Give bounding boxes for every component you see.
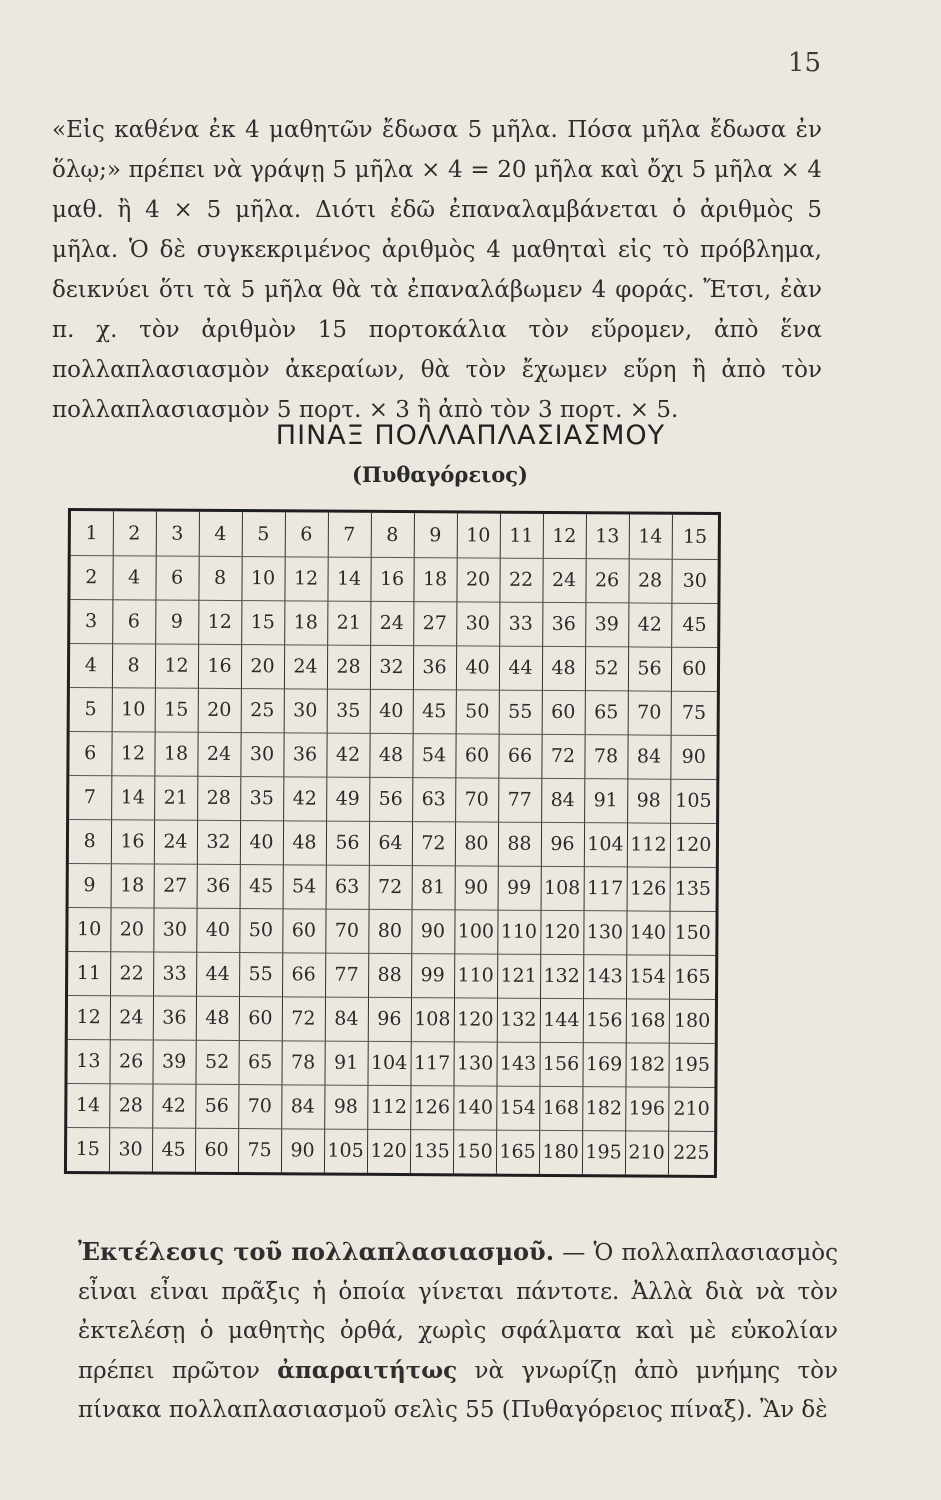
table-cell: 98 xyxy=(324,1085,367,1129)
table-cell: 104 xyxy=(367,1041,410,1085)
table-cell: 182 xyxy=(582,1086,625,1130)
table-cell: 4 xyxy=(70,643,112,687)
table-row xyxy=(67,1039,714,1087)
table-row xyxy=(68,951,715,999)
table-cell: 75 xyxy=(671,691,717,735)
table-cell: 168 xyxy=(626,998,669,1042)
table-cell: 11 xyxy=(500,514,543,558)
page-number: 15 xyxy=(787,48,821,78)
table-cell: 120 xyxy=(367,1129,410,1173)
table-cell: 150 xyxy=(669,911,715,955)
table-cell: 4 xyxy=(199,512,242,556)
table-cell: 24 xyxy=(370,601,413,645)
table-cell: 84 xyxy=(325,997,368,1041)
table-cell: 135 xyxy=(410,1129,453,1173)
table-row xyxy=(69,775,716,823)
table-cell: 210 xyxy=(668,1087,714,1131)
table-row xyxy=(70,555,717,603)
table-cell: 88 xyxy=(368,953,411,997)
table-cell: 50 xyxy=(456,689,499,733)
table-cell: 12 xyxy=(155,644,198,688)
table-cell: 195 xyxy=(582,1130,625,1174)
table-cell: 91 xyxy=(584,778,627,822)
table-cell: 10 xyxy=(68,907,110,951)
table-cell: 168 xyxy=(539,1086,582,1130)
table-cell: 78 xyxy=(281,1040,324,1084)
table-cell: 72 xyxy=(412,821,455,865)
table-cell: 70 xyxy=(455,777,498,821)
table-cell: 16 xyxy=(111,819,154,863)
table-cell: 48 xyxy=(196,996,239,1040)
table-cell: 6 xyxy=(112,599,155,643)
table-cell: 156 xyxy=(583,998,626,1042)
table-cell: 25 xyxy=(241,688,284,732)
table-row xyxy=(70,687,717,735)
table-row xyxy=(70,643,717,691)
table-cell: 35 xyxy=(240,776,283,820)
table-cell: 90 xyxy=(411,909,454,953)
table-cell: 42 xyxy=(628,602,671,646)
table-cell: 36 xyxy=(542,602,585,646)
table-cell: 72 xyxy=(541,734,584,778)
table-cell: 42 xyxy=(152,1084,195,1128)
table-cell: 225 xyxy=(673,1141,710,1165)
table-cell: 1 xyxy=(71,511,113,555)
table-subtitle: (Πυθαγόρειος) xyxy=(352,462,528,487)
table-cell: 196 xyxy=(625,1086,668,1130)
table-cell: 18 xyxy=(284,600,327,644)
table-cell: 105 xyxy=(324,1129,367,1173)
table-cell: 54 xyxy=(412,733,455,777)
table-cell: 12 xyxy=(284,556,327,600)
table-cell: 60 xyxy=(239,996,282,1040)
table-cell: 28 xyxy=(197,776,240,820)
table-cell: 14 xyxy=(629,514,672,558)
table-cell: 27 xyxy=(154,864,197,908)
table-cell: 50 xyxy=(239,908,282,952)
table-cell: 44 xyxy=(499,646,542,690)
table-cell: 52 xyxy=(195,1040,238,1084)
table-cell: 108 xyxy=(411,997,454,1041)
table-cell: 143 xyxy=(583,954,626,998)
table-cell: 56 xyxy=(628,646,671,690)
table-cell: 28 xyxy=(628,558,671,602)
table-cell: 45 xyxy=(671,603,717,647)
table-cell: 14 xyxy=(67,1083,109,1127)
table-cell: 5 xyxy=(242,512,285,556)
table-cell: 126 xyxy=(627,866,670,910)
table-cell: 65 xyxy=(238,1040,281,1084)
table-cell: 56 xyxy=(369,777,412,821)
table-cell: 182 xyxy=(625,1042,668,1086)
table-cell: 20 xyxy=(241,644,284,688)
table-cell: 20 xyxy=(198,688,241,732)
table-cell: 21 xyxy=(327,601,370,645)
table-cell: 154 xyxy=(626,954,669,998)
table-cell: 10 xyxy=(241,556,284,600)
table-cell: 2 xyxy=(70,555,112,599)
table-cell: 39 xyxy=(152,1040,195,1084)
table-cell: 60 xyxy=(455,733,498,777)
table-cell: 180 xyxy=(539,1130,582,1174)
table-cell: 18 xyxy=(413,557,456,601)
table-cell: 117 xyxy=(410,1041,453,1085)
table-cell: 40 xyxy=(370,689,413,733)
table-cell: 8 xyxy=(198,556,241,600)
table-cell: 121 xyxy=(497,954,540,998)
table-cell: 165 xyxy=(496,1130,539,1174)
table-cell: 78 xyxy=(584,734,627,778)
table-cell: 40 xyxy=(196,908,239,952)
table-row xyxy=(68,907,715,955)
table-cell: 10 xyxy=(112,687,155,731)
table-cell: 112 xyxy=(627,822,670,866)
table-cell: 9 xyxy=(69,863,111,907)
table-cell: 165 xyxy=(669,955,715,999)
table-cell: 10 xyxy=(457,513,500,557)
table-cell: 40 xyxy=(240,820,283,864)
intro-paragraph: «Εἰς καθένα ἐκ 4 μαθητῶν ἔδωσα 5 μῆλα. Πόσα μῆλα ἔδωσα ἐν ὅλῳ;» πρέπει νὰ γράψῃ 5 μῆλα × 4 = 20 μῆλα καὶ ὄχι 5 μῆλα × 4 μαθ. ἢ 4 × 5 μῆλα. Διότι ἐδῶ ἐπαναλαμβάνεται ὁ ἀριθμὸς 5 μῆλα. Ὁ δὲ συγκεκριμένος ἀριθμὸς 4 μαθηταὶ εἰς τὸ πρόβλημα, δεικνύει ὅτι τὰ 5 μῆλα θὰ τὰ ἐπαναλάβωμεν 4 φοράς. Ἔτσι, ἐὰν π. χ. τὸν ἀριθμὸν 15 πορτοκάλια τὸν εὕρομεν, ἀπὸ ἕνα πολλαπλασιασμὸν ἀκεραίων, θὰ τὸν ἔχωμεν εὕρη ἢ ἀπὸ τὸν πολλαπλασιασμὸν 5 πορτ. × 3 ἢ ἀπὸ τὸν 3 πορτ. × 5. xyxy=(52,117,822,423)
table-cell: 44 xyxy=(196,952,239,996)
table-cell: 112 xyxy=(367,1085,410,1129)
table-cell: 90 xyxy=(455,865,498,909)
table-cell: 48 xyxy=(283,820,326,864)
table-cell: 36 xyxy=(413,645,456,689)
table-row xyxy=(69,863,716,911)
section-emphasis: ἀπαραιτήτως xyxy=(277,1357,458,1384)
table-cell: 2 xyxy=(113,511,156,555)
table-cell: 21 xyxy=(154,776,197,820)
table-cell: 12 xyxy=(198,600,241,644)
table-cell: 135 xyxy=(670,867,716,911)
table-cell: 132 xyxy=(497,998,540,1042)
table-cell: 15 xyxy=(672,515,718,559)
table-cell: 24 xyxy=(284,644,327,688)
table-cell: 45 xyxy=(240,864,283,908)
table-cell: 45 xyxy=(413,689,456,733)
table-cell: 22 xyxy=(110,951,153,995)
table-cell: 63 xyxy=(412,777,455,821)
table-cell: 60 xyxy=(671,647,717,691)
table-row xyxy=(69,731,716,779)
table-row xyxy=(71,511,718,559)
table-cell: 48 xyxy=(369,733,412,777)
table-cell: 195 xyxy=(668,1043,714,1087)
table-cell: 56 xyxy=(195,1084,238,1128)
table-cell: 120 xyxy=(454,997,497,1041)
table-cell: 30 xyxy=(671,559,717,603)
table-cell: 3 xyxy=(156,512,199,556)
table-cell: 18 xyxy=(111,863,154,907)
table-cell: 12 xyxy=(111,731,154,775)
table-cell: 36 xyxy=(197,864,240,908)
table-cell: 65 xyxy=(585,690,628,734)
table-cell: 104 xyxy=(584,822,627,866)
table-cell: 88 xyxy=(498,822,541,866)
table-cell: 28 xyxy=(109,1083,152,1127)
table-cell: 6 xyxy=(155,556,198,600)
table-cell: 144 xyxy=(540,998,583,1042)
table-cell: 60 xyxy=(282,908,325,952)
section-heading: Ἐκτέλεσις τοῦ πολλαπλασιασμοῦ. xyxy=(78,1237,555,1266)
table-cell: 110 xyxy=(454,953,497,997)
table-cell: 81 xyxy=(412,865,455,909)
table-cell: 64 xyxy=(369,821,412,865)
table-cell: 80 xyxy=(455,821,498,865)
table-cell: 33 xyxy=(153,952,196,996)
table-row xyxy=(67,1127,714,1175)
table-cell: 12 xyxy=(543,514,586,558)
table-cell: 99 xyxy=(498,866,541,910)
table-cell: 40 xyxy=(456,645,499,689)
table-cell: 99 xyxy=(411,953,454,997)
table-cell: 7 xyxy=(69,775,111,819)
table-cell: 42 xyxy=(283,776,326,820)
table-cell: 72 xyxy=(282,996,325,1040)
table-row xyxy=(67,1083,714,1131)
table-cell: 6 xyxy=(69,731,111,775)
table-cell: 18 xyxy=(154,732,197,776)
table-cell: 48 xyxy=(542,646,585,690)
table-cell: 96 xyxy=(541,822,584,866)
table-cell: 5 xyxy=(70,687,112,731)
table-cell: 77 xyxy=(325,953,368,997)
table-cell: 77 xyxy=(498,778,541,822)
table-cell: 98 xyxy=(627,778,670,822)
table-cell: 20 xyxy=(456,557,499,601)
table-cell: 210 xyxy=(625,1130,668,1174)
table-cell: 91 xyxy=(324,1041,367,1085)
table-cell: 63 xyxy=(326,865,369,909)
table-cell: 24 xyxy=(542,558,585,602)
table-cell: 154 xyxy=(496,1086,539,1130)
table-cell: 84 xyxy=(541,778,584,822)
table-cell: 33 xyxy=(499,602,542,646)
table-cell: 169 xyxy=(582,1042,625,1086)
table-cell: 52 xyxy=(585,646,628,690)
table-cell: 15 xyxy=(155,688,198,732)
table-cell: 60 xyxy=(542,690,585,734)
table-cell: 108 xyxy=(541,866,584,910)
table-cell: 8 xyxy=(371,513,414,557)
table-cell: 110 xyxy=(497,910,540,954)
table-cell: 55 xyxy=(239,952,282,996)
table-cell: 45 xyxy=(152,1128,195,1172)
table-cell: 117 xyxy=(584,866,627,910)
table-cell: 16 xyxy=(198,644,241,688)
table-cell: 130 xyxy=(583,910,626,954)
table-cell: 120 xyxy=(670,823,716,867)
table-cell: 7 xyxy=(328,513,371,557)
table-cell: 9 xyxy=(414,513,457,557)
table-cell: 72 xyxy=(369,865,412,909)
table-cell: 6 xyxy=(285,512,328,556)
table-cell: 130 xyxy=(453,1041,496,1085)
table-cell: 80 xyxy=(368,909,411,953)
table-cell: 60 xyxy=(195,1128,238,1172)
table-cell: 140 xyxy=(453,1085,496,1129)
table-cell: 75 xyxy=(238,1128,281,1172)
table-cell: 24 xyxy=(154,820,197,864)
table-cell: 30 xyxy=(153,908,196,952)
table-cell: 30 xyxy=(456,601,499,645)
section-paragraph xyxy=(78,1232,838,1430)
table-cell: 180 xyxy=(669,999,715,1043)
table-cell: 39 xyxy=(585,602,628,646)
table-cell: 32 xyxy=(197,820,240,864)
table-cell: 66 xyxy=(282,952,325,996)
table-cell: 15 xyxy=(241,600,284,644)
table-row xyxy=(70,599,717,647)
section-text-part1: — Ὁ πολλαπλασιασμὸς εἶναι εἶναι πρᾶξις ἡ ὁποία γίνεται πάντοτε. Ἀλλὰ διὰ νὰ τὸν ἐκτελέσῃ ὁ μαθητὴς ὀρθά, χωρὶς σφάλματα καὶ μὲ εὐκολίαν πρέπει πρῶτον xyxy=(78,1240,838,1384)
table-cell: 14 xyxy=(327,557,370,601)
table-cell: 12 xyxy=(68,995,110,1039)
table-cell: 70 xyxy=(628,690,671,734)
table-cell: 9 xyxy=(155,600,198,644)
table-cell: 24 xyxy=(110,995,153,1039)
table-cell: 54 xyxy=(283,864,326,908)
table-cell: 30 xyxy=(109,1127,152,1171)
multiplication-table xyxy=(67,511,718,1175)
table-cell: 55 xyxy=(499,690,542,734)
table-cell: 100 xyxy=(454,909,497,953)
table-cell: 14 xyxy=(111,775,154,819)
table-cell: 143 xyxy=(496,1042,539,1086)
table-cell: 96 xyxy=(368,997,411,1041)
table-cell: 90 xyxy=(670,735,716,779)
table-cell: 3 xyxy=(70,599,112,643)
table-cell: 13 xyxy=(67,1039,109,1083)
table-cell: 150 xyxy=(453,1129,496,1173)
section-text-part2: νὰ γνωρίζῃ ἀπὸ μνήμης τὸν πίνακα πολλαπλασιασμοῦ σελὶς 55 (Πυθαγόρειος πίναξ). Ἂν δὲ xyxy=(78,1358,838,1423)
table-cell: 36 xyxy=(283,732,326,776)
table-title: ΠΙΝΑΞ ΠΟΛΛΑΠΛΑΣΙΑΣΜΟΥ xyxy=(275,420,666,451)
table-cell: 8 xyxy=(69,819,111,863)
table-cell: 70 xyxy=(238,1084,281,1128)
table-cell: 27 xyxy=(413,601,456,645)
table-cell: 66 xyxy=(498,734,541,778)
table-cell: 26 xyxy=(585,558,628,602)
table-cell: 22 xyxy=(499,558,542,602)
table-cell: 35 xyxy=(327,689,370,733)
table-cell: 30 xyxy=(284,688,327,732)
table-cell: 16 xyxy=(370,557,413,601)
table-cell: 84 xyxy=(281,1084,324,1128)
table-cell: 26 xyxy=(109,1039,152,1083)
table-cell: 105 xyxy=(670,779,716,823)
table-cell: 4 xyxy=(112,555,155,599)
table-row xyxy=(68,995,715,1043)
table-cell: 140 xyxy=(626,910,669,954)
table-cell: 70 xyxy=(325,909,368,953)
table-cell: 42 xyxy=(326,733,369,777)
table-cell: 156 xyxy=(539,1042,582,1086)
multiplication-table-frame xyxy=(64,508,721,1178)
table-cell: 90 xyxy=(281,1128,324,1172)
table-cell: 24 xyxy=(197,732,240,776)
table-cell: 13 xyxy=(586,514,629,558)
table-cell: 32 xyxy=(370,645,413,689)
table-cell: 30 xyxy=(240,732,283,776)
table-cell: 132 xyxy=(540,954,583,998)
table-cell: 49 xyxy=(326,777,369,821)
table-cell: 8 xyxy=(112,643,155,687)
table-cell: 11 xyxy=(68,951,110,995)
table-cell: 126 xyxy=(410,1085,453,1129)
table-cell: 56 xyxy=(326,821,369,865)
table-cell: 20 xyxy=(110,907,153,951)
table-cell: 84 xyxy=(627,734,670,778)
table-cell: 36 xyxy=(153,996,196,1040)
table-cell: 28 xyxy=(327,645,370,689)
table-cell: 15 xyxy=(67,1127,109,1171)
table-row xyxy=(69,819,716,867)
table-cell: 120 xyxy=(540,910,583,954)
